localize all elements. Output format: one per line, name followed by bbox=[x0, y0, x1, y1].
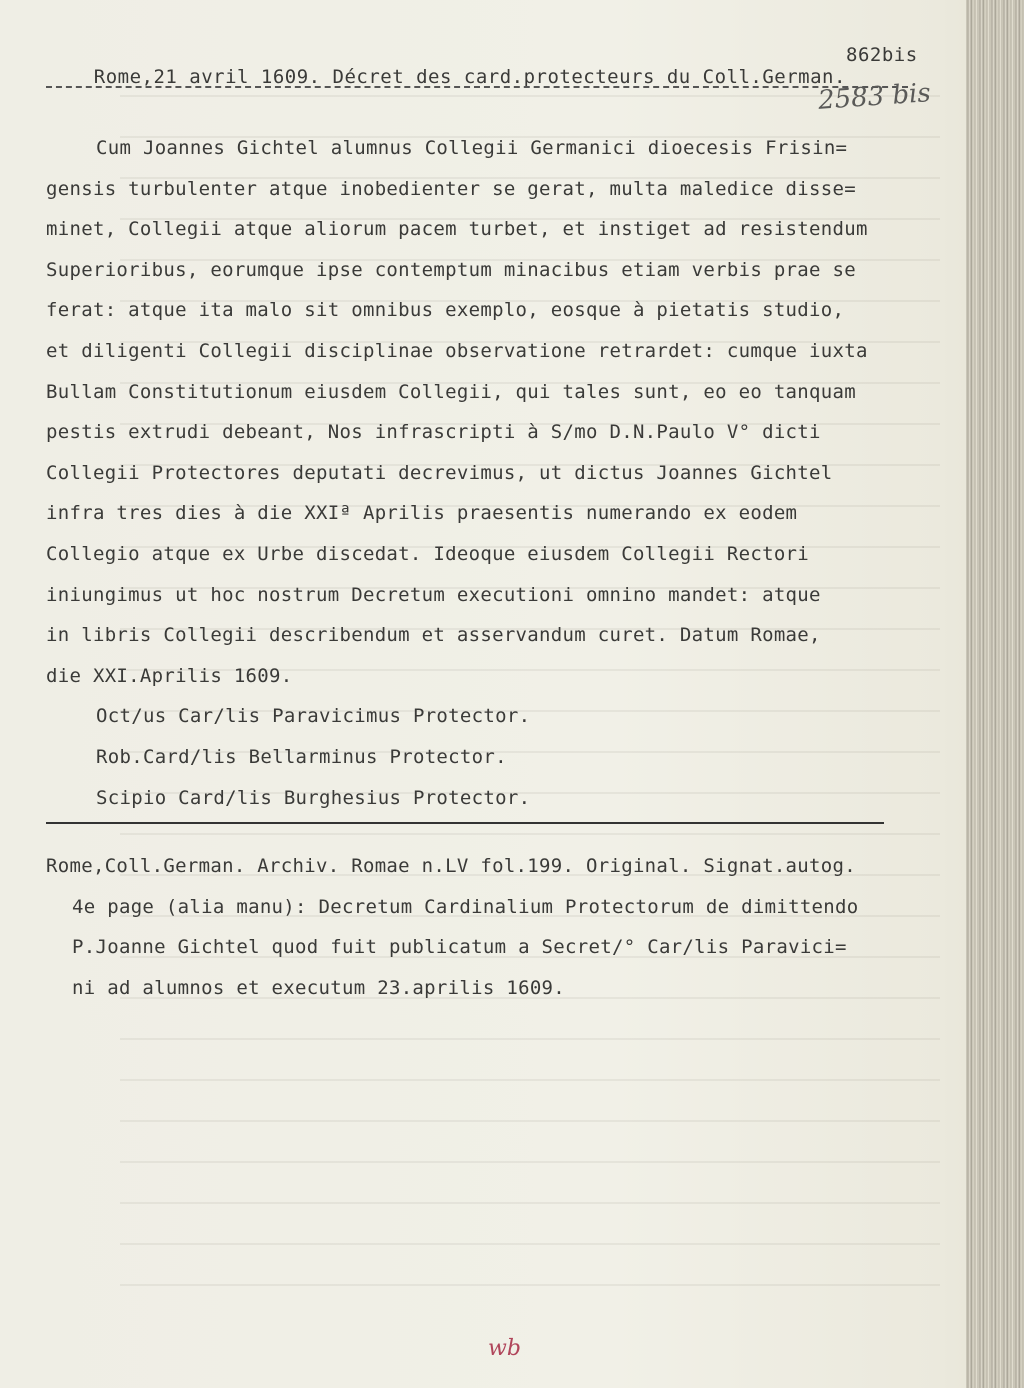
source-line: 4e page (alia manu): Decretum Cardinalium Protectorum de dimittendo bbox=[72, 895, 859, 918]
text-line: in libris Collegii describendum et asservandum curet. Datum Romae, bbox=[46, 624, 821, 647]
source-line: P.Joanne Gichtel quod fuit publicatum a Secret/° Car/lis Paravici= bbox=[72, 936, 847, 959]
text-line: Collegio atque ex Urbe discedat. Ideoque eiusdem Collegii Rectori bbox=[46, 542, 810, 565]
header-dashed-rule bbox=[46, 86, 908, 88]
text-line: infra tres dies à die XXIª Aprilis praesentis numerando ex eodem bbox=[46, 502, 798, 525]
text-line: Bullam Constitutionum eiusdem Collegii, qui tales sunt, eo eo tanquam bbox=[46, 380, 856, 403]
header-title: Rome,21 avril 1609. Décret des card.protecteurs du Coll.German. bbox=[93, 66, 846, 88]
text-line: pestis extrudi debeant, Nos infrascripti à S/mo D.N.Paulo V° dicti bbox=[46, 421, 821, 444]
bottom-ink-mark: wb bbox=[488, 1336, 521, 1361]
section-divider bbox=[46, 822, 884, 824]
source-line: Rome,Coll.German. Archiv. Romae n.LV fol.199. Original. Signat.autog. bbox=[46, 855, 856, 877]
source-note bbox=[46, 846, 926, 1008]
text-line: Cum Joannes Gichtel alumnus Collegii Germanici dioecesis Frisin= bbox=[96, 137, 848, 159]
text-line: gensis turbulenter atque inobedienter se gerat, multa maledice disse= bbox=[46, 177, 856, 200]
handwritten-number: 2583 bis bbox=[817, 78, 932, 116]
signature-line: Scipio Card/lis Burghesius Protector. bbox=[96, 786, 531, 809]
decree-text bbox=[46, 128, 926, 818]
text-line: iniungimus ut hoc nostrum Decretum executioni omnino mandet: atque bbox=[46, 583, 821, 606]
source-line: ni ad alumnos et executum 23.aprilis 1609. bbox=[72, 976, 566, 999]
signature-line: Rob.Card/lis Bellarminus Protector. bbox=[96, 745, 507, 768]
text-line: die XXI.Aprilis 1609. bbox=[46, 664, 293, 687]
text-line: minet, Collegii atque aliorum pacem turbet, et instiget ad resistendum bbox=[46, 218, 868, 241]
document-header bbox=[46, 44, 926, 132]
header-reference: 862bis bbox=[846, 44, 918, 66]
text-line: et diligenti Collegii disciplinae observatione retrardet: cumque iuxta bbox=[46, 339, 868, 362]
book-binding-edge bbox=[966, 0, 1024, 1388]
text-line: Superioribus, eorumque ipse contemptum minacibus etiam verbis prae se bbox=[46, 258, 856, 281]
text-line: ferat: atque ita malo sit omnibus exemplo, eosque à pietatis studio, bbox=[46, 299, 845, 322]
text-line: Collegii Protectores deputati decrevimus, ut dictus Joannes Gichtel bbox=[46, 461, 833, 484]
signature-line: Oct/us Car/lis Paravicimus Protector. bbox=[96, 705, 531, 728]
